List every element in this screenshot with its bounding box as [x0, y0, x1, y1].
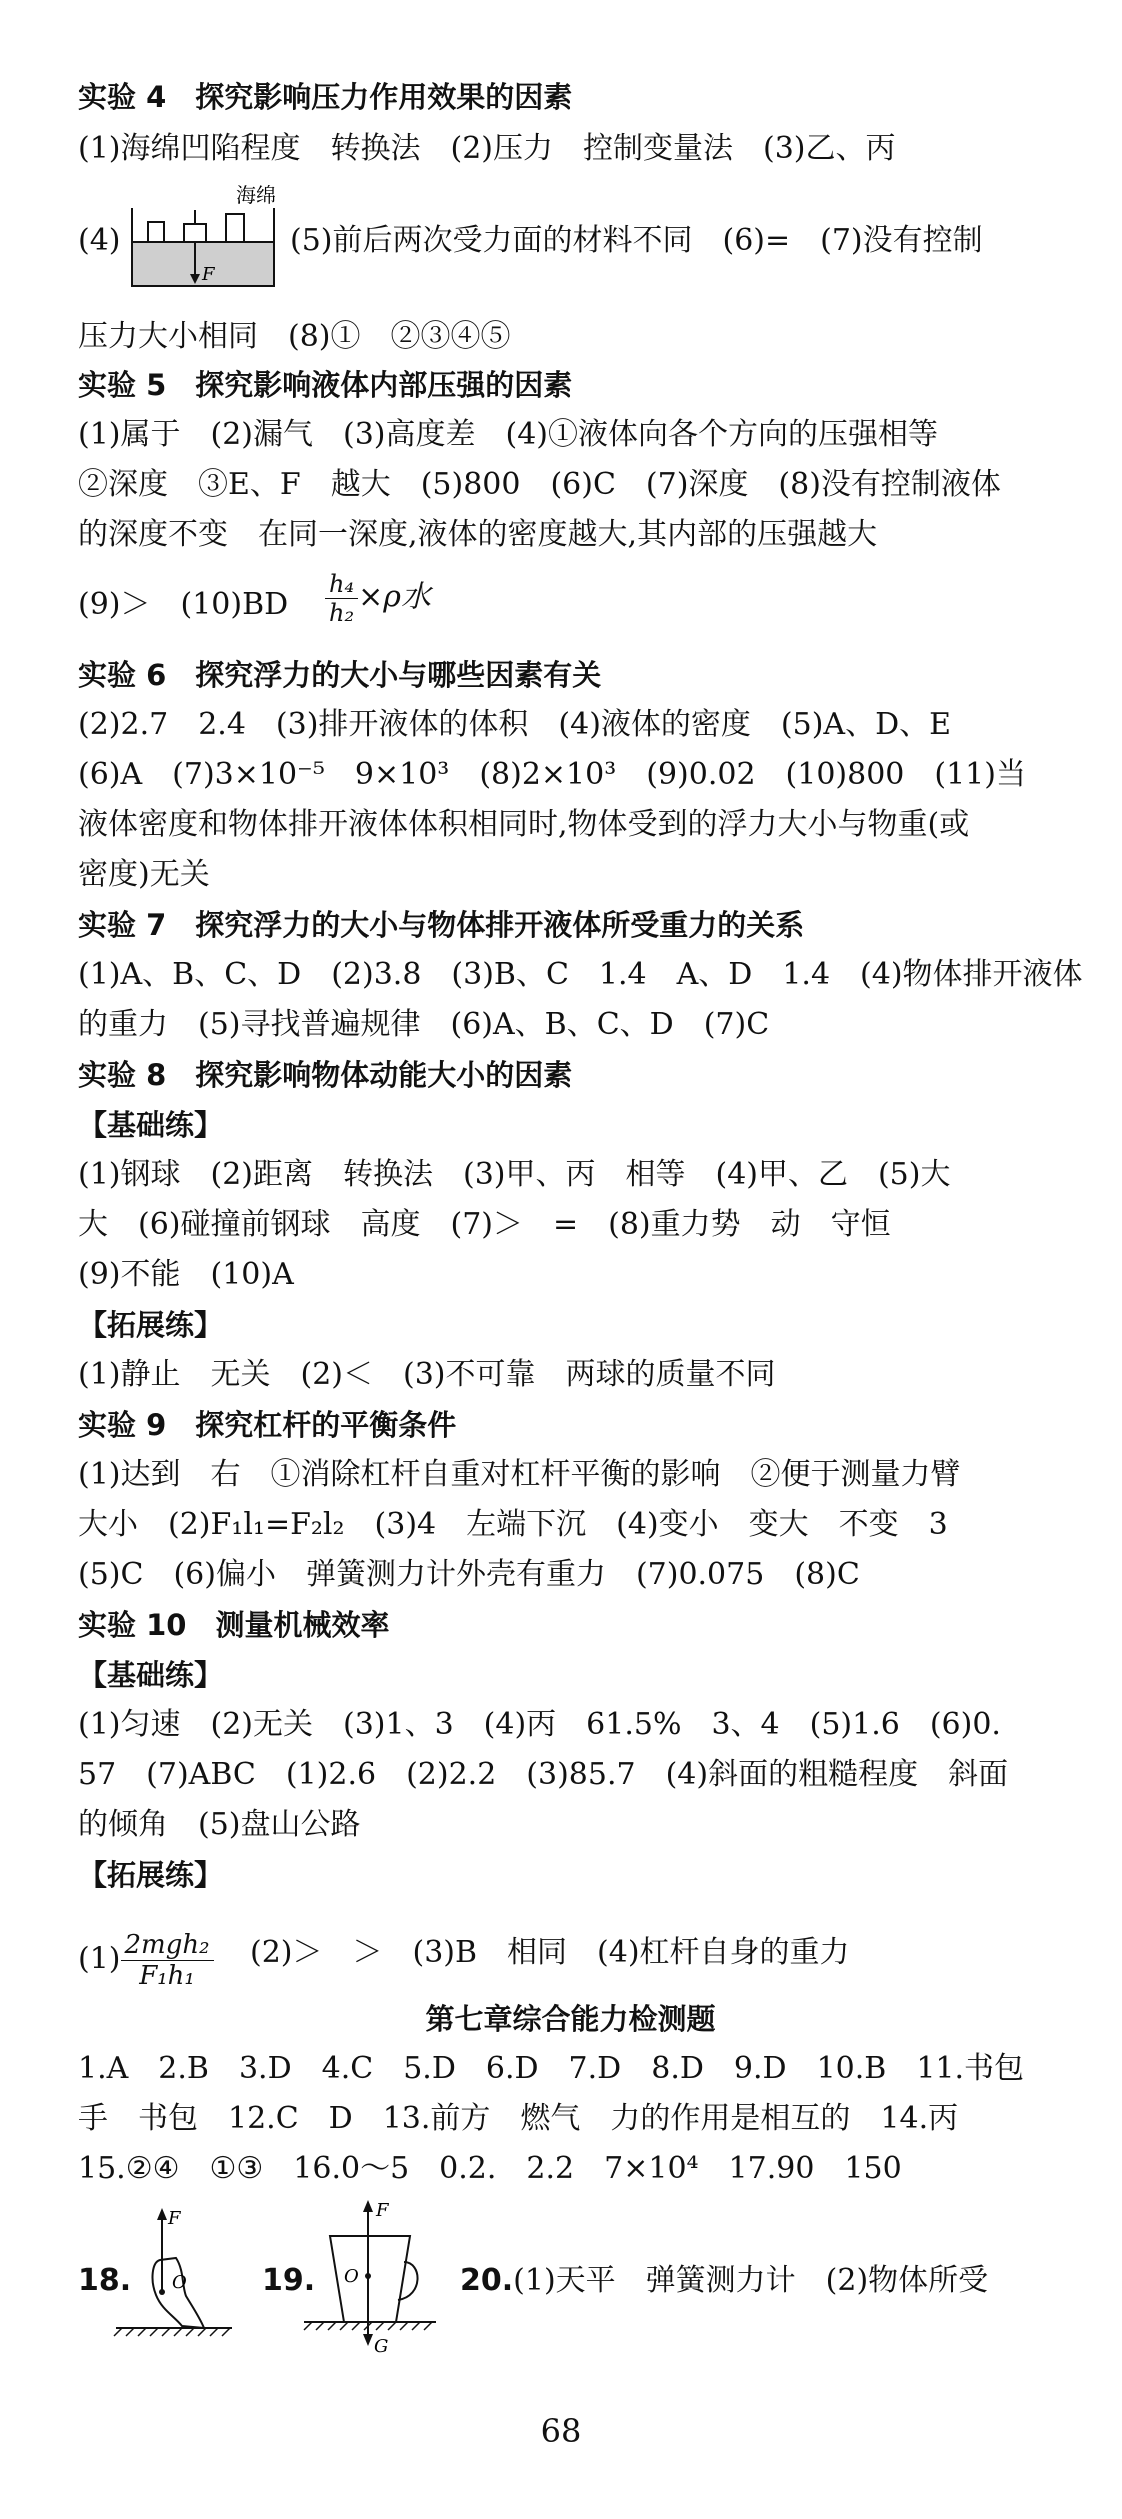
question-label: (1)	[78, 1941, 121, 1977]
answer-line: (1)A、B、C、D (2)3.8 (3)B、C 1.4 A、D 1.4 (4)物体排开液体	[78, 957, 1083, 992]
answer-line: (1)钢球 (2)距离 转换法 (3)甲、丙 相等 (4)甲、乙 (5)大	[78, 1157, 951, 1192]
force-label: F	[376, 2200, 389, 2221]
answer-line: (5)C (6)偏小 弹簧测力计外壳有重力 (7)0.075 (8)C	[78, 1557, 860, 1592]
answer-line: 大小 (2)F₁l₁=F₂l₂ (3)4 左端下沉 (4)变小 变大 不变 3	[78, 1507, 948, 1542]
answer-line: (5)前后两次受力面的材料不同 (6)= (7)没有控制	[290, 223, 983, 258]
answer-20-text: (1)天平 弹簧测力计 (2)物体所受	[513, 2263, 989, 2298]
answer-line: (9)不能 (10)A	[78, 1257, 294, 1292]
question-number-18: 18.	[78, 2263, 132, 2298]
section-heading-exp6: 实验 6 探究浮力的大小与哪些因素有关	[78, 658, 602, 692]
answer-line: 的倾角 (5)盘山公路	[78, 1807, 361, 1842]
answer-line: (9)＞ (10)BD	[78, 587, 289, 622]
answer-line: (1)海绵凹陷程度 转换法 (2)压力 控制变量法 (3)乙、丙	[78, 131, 896, 166]
section-heading-exp8: 实验 8 探究影响物体动能大小的因素	[78, 1058, 573, 1092]
section-heading-exp5: 实验 5 探究影响液体内部压强的因素	[78, 368, 573, 402]
sponge-label: 海绵	[236, 183, 276, 207]
fraction-h4-h2	[325, 570, 431, 627]
question-number-20: 20.	[460, 2263, 514, 2298]
answer-line: 的深度不变 在同一深度,液体的密度越大,其内部的压强越大	[78, 517, 878, 552]
answer-line: (1)达到 右 ①消除杠杆自重对杠杆平衡的影响 ②便于测量力臂	[78, 1457, 961, 1492]
answer-line: (1)匀速 (2)无关 (3)1、3 (4)丙 61.5% 3、4 (5)1.6 (6)0.	[78, 1707, 1001, 1742]
subsection-extended: 【拓展练】	[78, 1858, 224, 1892]
fraction-numerator: 2mgh₂	[121, 1930, 214, 1961]
question-number: (4)	[78, 223, 121, 258]
subsection-extended: 【拓展练】	[78, 1308, 224, 1342]
section-heading-exp10: 实验 10 测量机械效率	[78, 1608, 390, 1642]
answer-line: 57 (7)ABC (1)2.6 (2)2.2 (3)85.7 (4)斜面的粗糙程度 斜面	[78, 1757, 1009, 1792]
answer-line: 15.②④ ①③ 16.0～5 0.2. 2.2 7×10⁴ 17.90 150	[78, 2151, 902, 2186]
chapter-title: 第七章综合能力检测题	[425, 2002, 716, 2036]
figure-19	[300, 2196, 450, 2356]
answer-line: 手 书包 12.C D 13.前方 燃气 力的作用是相互的 14.丙	[78, 2101, 959, 2136]
section-heading-exp4: 实验 4 探究影响压力作用效果的因素	[78, 80, 573, 114]
fraction-denominator: F₁h₁	[139, 1961, 195, 1991]
force-label: F	[168, 2208, 181, 2229]
question-number-19: 19.	[262, 2263, 316, 2298]
pivot-label: O	[344, 2266, 359, 2287]
subsection-basic: 【基础练】	[78, 1108, 224, 1142]
sponge-pressure-figure	[128, 180, 278, 290]
pivot-label: O	[172, 2272, 187, 2293]
subsection-basic: 【基础练】	[78, 1658, 224, 1692]
figure-18	[112, 2200, 242, 2340]
answer-line: 的重力 (5)寻找普遍规律 (6)A、B、C、D (7)C	[78, 1007, 770, 1042]
answer-line-20	[460, 2262, 988, 2300]
section-heading-exp7: 实验 7 探究浮力的大小与物体排开液体所受重力的关系	[78, 908, 805, 942]
gravity-label: G	[374, 2336, 389, 2356]
fraction-denominator: h₂	[329, 599, 355, 627]
answer-line: 大 (6)碰撞前钢球 高度 (7)＞ = (8)重力势 动 守恒	[78, 1207, 891, 1242]
question-number	[78, 1930, 214, 1991]
page-number: 68	[540, 2412, 582, 2450]
answer-line: 密度)无关	[78, 857, 210, 892]
times-rho: ×ρ水	[358, 579, 431, 615]
answer-line: 液体密度和物体排开液体体积相同时,物体受到的浮力大小与物重(或	[78, 807, 970, 842]
cup-body	[330, 2236, 410, 2322]
section-heading-exp9: 实验 9 探究杠杆的平衡条件	[78, 1408, 457, 1442]
answer-line: 1.A 2.B 3.D 4.C 5.D 6.D 7.D 8.D 9.D 10.B 11.书包	[78, 2051, 1025, 2086]
answer-line: (1)属于 (2)漏气 (3)高度差 (4)①液体向各个方向的压强相等	[78, 417, 938, 452]
answer-line: (2)2.7 2.4 (3)排开液体的体积 (4)液体的密度 (5)A、D、E	[78, 707, 952, 742]
force-label: F	[202, 264, 215, 285]
answer-line: (6)A (7)3×10⁻⁵ 9×10³ (8)2×10³ (9)0.02 (10)800 (11)当	[78, 757, 1026, 792]
fraction-numerator: h₄	[325, 570, 358, 599]
answer-line: (2)＞ ＞ (3)B 相同 (4)杠杆自身的重力	[250, 1935, 850, 1970]
answer-line: 压力大小相同 (8)① ②③④⑤	[78, 319, 511, 354]
answer-line: (1)静止 无关 (2)＜ (3)不可靠 两球的质量不同	[78, 1357, 776, 1392]
answer-line: ②深度 ③E、F 越大 (5)800 (6)C (7)深度 (8)没有控制液体	[78, 467, 1001, 502]
